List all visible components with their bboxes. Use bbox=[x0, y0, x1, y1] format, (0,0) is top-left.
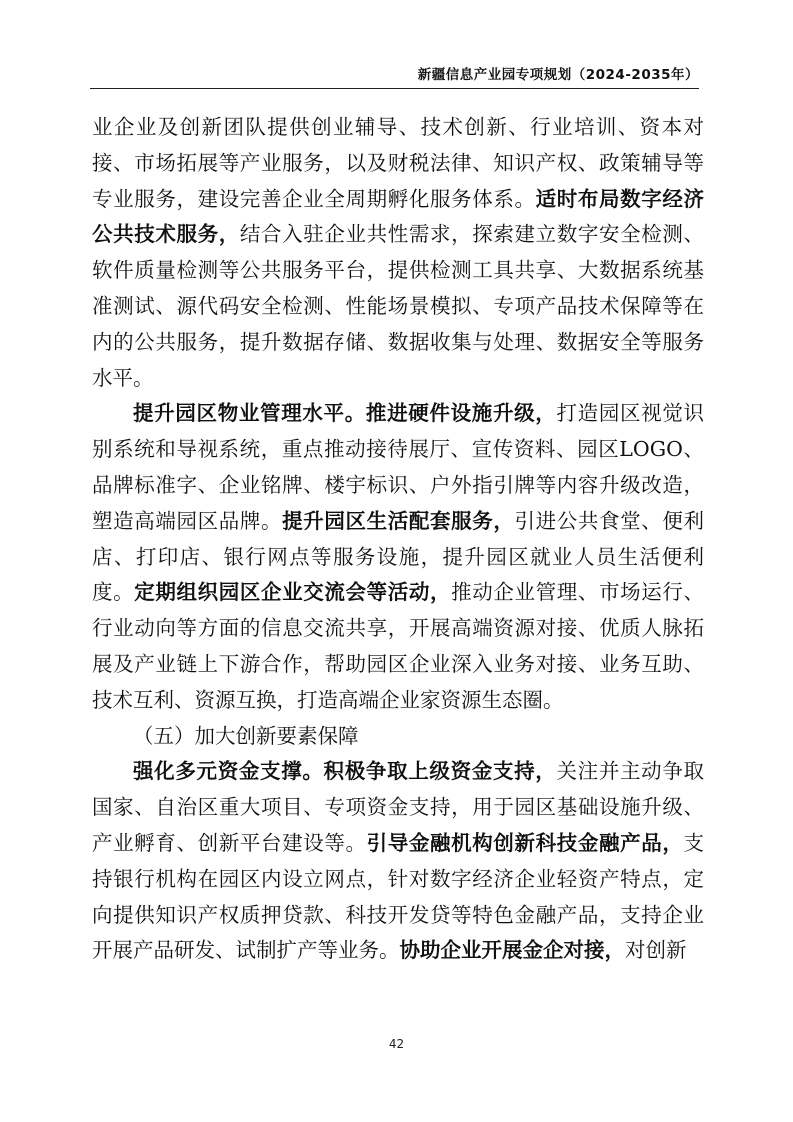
paragraph-text: 打造园区视觉识别系统和导视系统，重点推动接待展厅、宣传资料、园区LOGO、品牌标准字、企业铭牌、楼宇标识、户外指引牌等内容升级改造，塑造高端园区品牌。 bbox=[92, 401, 705, 533]
paragraph-text: 对创新 bbox=[625, 938, 687, 963]
body-paragraph bbox=[92, 396, 704, 718]
body-paragraph bbox=[92, 754, 704, 969]
bold-lead-phrase: 适时布局数字经济公共技术服务， bbox=[92, 186, 704, 247]
paragraph-text: 推动企业管理、市场运行、行业动向等方面的信息交流共享，开展高端资源对接、优质人脉拓展及产业链上下游合作，帮助园区企业深入业务对接、业务互助、技术互利、资源互换，打造高端企业家资源生态圈。 bbox=[92, 580, 704, 712]
paragraph-text: 关注并主动争取国家、自治区重大项目、专项资金支持，用于园区基础设施升级、产业孵育、创新平台建设等。 bbox=[92, 759, 705, 855]
bold-lead-phrase: 协助企业开展金企对接， bbox=[399, 938, 625, 963]
body-paragraph bbox=[92, 110, 704, 396]
bold-lead-phrase: 提升园区物业管理水平。推进硬件设施升级， bbox=[133, 401, 557, 426]
paragraph-text: 支持银行机构在园区内设立网点，针对数字经济企业轻资产特点，定向提供知识产权质押贷款、科技开发贷等特色金融产品，支持企业开展产品研发、试制扩产等业务。 bbox=[92, 830, 704, 963]
header-rule bbox=[90, 88, 699, 89]
bold-lead-phrase: 定期组织园区企业交流会等活动， bbox=[134, 580, 452, 605]
bold-lead-phrase: 提升园区生活配套服务， bbox=[282, 508, 515, 533]
paragraph-text: 引进公共食堂、便利店、打印店、银行网点等服务设施，提升园区就业人员生活便利度。 bbox=[92, 508, 704, 605]
paragraph-text: 结合入驻企业共性需求，探索建立数字安全检测、软件质量检测等公共服务平台，提供检测工具共享、大数据系统基准测试、源代码安全检测、性能场景模拟、专项产品技术保障等在内的公共服务，提升数据存储、数据收集与处理、数据安全等服务水平。 bbox=[92, 222, 704, 390]
page-number: 42 bbox=[388, 1037, 405, 1051]
section-heading bbox=[92, 719, 704, 755]
paragraph-text: （五）加大创新要素保障 bbox=[133, 723, 359, 748]
paragraph-text: 业企业及创新团队提供创业辅导、技术创新、行业培训、资本对接、市场拓展等产业服务，以及财税法律、知识产权、政策辅导等专业服务，建设完善企业全周期孵化服务体系。 bbox=[92, 115, 704, 211]
document-body bbox=[92, 110, 704, 969]
running-header: 新疆信息产业园专项规划（2024-2035年） bbox=[417, 67, 699, 83]
bold-lead-phrase: 引导金融机构创新科技金融产品， bbox=[366, 830, 684, 855]
bold-lead-phrase: 强化多元资金支撑。积极争取上级资金支持， bbox=[133, 759, 557, 784]
